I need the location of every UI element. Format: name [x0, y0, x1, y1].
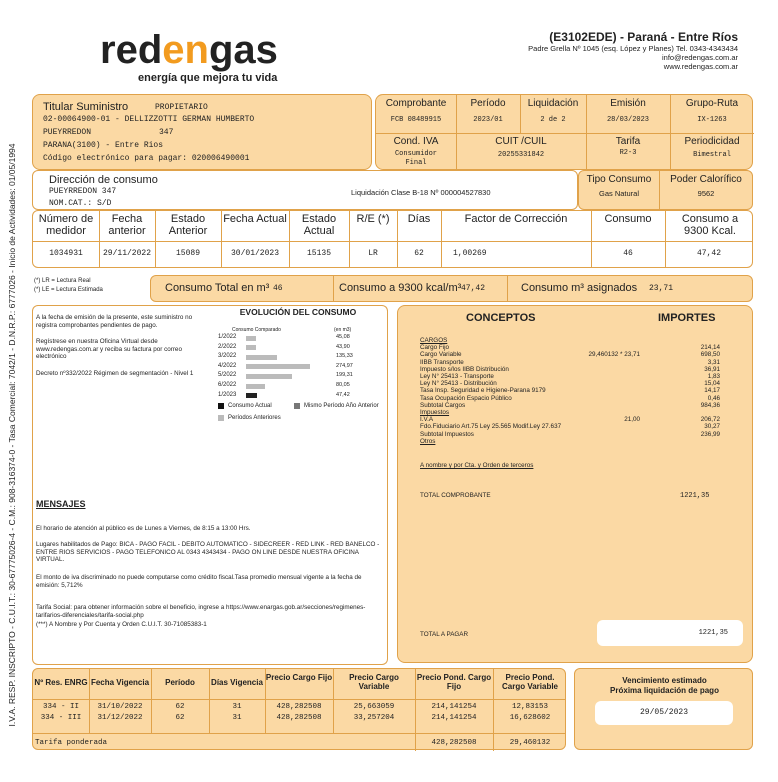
- evolution-value: 43,90: [336, 343, 350, 350]
- meter-h-cur-state: Estado Actual: [301, 213, 337, 237]
- consumption-evolution-chart: [210, 307, 386, 437]
- tarifa-label: Tarifa: [615, 136, 641, 147]
- rates-cell: 428,282508: [276, 703, 322, 711]
- evolution-row: [210, 372, 386, 381]
- legend-prev-year: Mismo Período Año Anterior: [304, 403, 379, 409]
- legend-prev-swatch: [218, 415, 224, 421]
- concept-line: [420, 409, 720, 416]
- due-title1: Vencimiento estimado: [622, 676, 707, 685]
- legend-prev: Períodos Anteriores: [228, 415, 281, 421]
- grupo-ruta-value: IX-1263: [697, 116, 727, 124]
- concepts-box: [397, 305, 753, 663]
- comprobante-value: FCB 08489915: [390, 116, 442, 124]
- evolution-value: 47,42: [336, 391, 350, 398]
- concept-label: Ley N° 25413 - Distribución: [420, 380, 497, 388]
- evolution-bar: [246, 355, 277, 360]
- evolution-row: [210, 353, 386, 362]
- meter-v-consumo: 46: [623, 249, 633, 258]
- concept-line: [420, 423, 720, 430]
- total-pay-label: TOTAL A PAGAR: [420, 631, 469, 638]
- evolution-row: [210, 382, 386, 391]
- meter-h-factor: Factor de Corrección: [464, 213, 568, 225]
- weighted-variable: 29,460132: [509, 739, 551, 747]
- rates-header-cell: Período: [165, 678, 195, 687]
- concept-label: Otros: [420, 437, 436, 445]
- address-label: Dirección de consumo: [49, 174, 158, 186]
- tipo-consumo-label: Tipo Consumo: [586, 174, 652, 185]
- company-email: info@redengas.com.ar: [662, 53, 738, 62]
- invoice-header-grid: [375, 94, 753, 170]
- message-third-party: (***) A Nombre y Por Cuenta y Orden C.U.I.T. 30-71085383-1: [36, 621, 207, 628]
- evolution-period: 5/2022: [218, 372, 237, 379]
- evolution-row: [210, 344, 386, 353]
- rates-header: [33, 673, 567, 697]
- concept-label: Cargo Fijo: [420, 344, 450, 352]
- consumo-kcal-value: 47,42: [461, 284, 486, 293]
- rates-cell: 31: [232, 714, 242, 722]
- rates-cell: 62: [175, 703, 185, 711]
- evolution-value: 45,08: [336, 334, 350, 340]
- meter-v-prev-state: 15089: [175, 249, 200, 258]
- concept-line: [420, 395, 720, 402]
- note-virtual-office: Regístrese en nuestra Oficina Virtual desde www.redengas.com.ar y reciba su factura por correo electrónico: [36, 338, 182, 360]
- concept-label: Tasa Ocupación Espacio Público: [420, 394, 512, 402]
- evolution-period: 1/2022: [218, 334, 237, 340]
- concept-label: Impuestos: [420, 409, 450, 416]
- liquidacion-label: Liquidación: [527, 98, 579, 109]
- concept-label: Impuesto s/los IIBB Distribución: [420, 365, 509, 373]
- rates-cell: 12,83153: [511, 703, 548, 711]
- rates-cell: 214,141254: [431, 703, 477, 711]
- meter-h-cur-date: Fecha Actual: [223, 213, 287, 225]
- due-box: [574, 668, 753, 750]
- evolution-bar: [246, 336, 256, 341]
- rates-cell: 31: [232, 703, 242, 711]
- concept-label: Tasa Insp. Seguridad e Higiene-Parana 9179: [420, 387, 546, 395]
- concept-line: [420, 351, 720, 358]
- meter-v-number: 1034931: [49, 249, 83, 258]
- holder-label: Titular Suministro: [43, 101, 129, 113]
- holder-street: PUEYRREDON: [43, 128, 92, 137]
- evolution-sub1: Consumo Comparado: [232, 327, 281, 333]
- meter-v-consumo-9300: 47,42: [696, 249, 721, 258]
- logo-part2: en: [162, 28, 209, 72]
- concept-label: IIBB Transporte: [420, 358, 464, 366]
- periodo-value: 2023/01: [473, 116, 503, 124]
- concept-amount: 3,31: [707, 358, 720, 366]
- concept-label: Ley N° 25413 - Transporte: [420, 373, 494, 380]
- holder-type: PROPIETARIO: [155, 103, 208, 112]
- legal-sidebar: [2, 130, 16, 780]
- weighted-label: Tarifa ponderada: [35, 739, 108, 747]
- address-value: PUEYRREDON 347: [49, 187, 117, 196]
- rates-cell: 214,141254: [431, 714, 477, 722]
- amounts-title: IMPORTES: [658, 312, 716, 324]
- poder-label: Poder Calorífico: [670, 174, 742, 185]
- concept-label: I.V.A: [420, 416, 434, 424]
- periodicidad-label: Periodicidad: [684, 136, 740, 147]
- concept-amount: 15,04: [704, 380, 720, 388]
- meter-v-factor: 1,00269: [453, 249, 487, 258]
- weighted-fijo: 428,282508: [431, 739, 477, 747]
- rates-header-cell: Nº Res. ENRG: [34, 678, 88, 687]
- evolution-value: 199,31: [336, 372, 353, 379]
- comprobante-label: Comprobante: [385, 98, 447, 109]
- note-decree: Decreto nº332/2022 Régimen de segmentación - Nivel 1: [36, 370, 194, 377]
- meter-table: [32, 210, 753, 268]
- concepts-title: CONCEPTOS: [466, 312, 536, 324]
- concept-amount: 36,91: [704, 365, 720, 373]
- evolution-bar: [246, 393, 257, 398]
- concept-line: [420, 402, 720, 409]
- periodicidad-value: Bimestral: [693, 151, 731, 159]
- rates-cell: 16,628602: [509, 714, 551, 722]
- rates-header-cell: Precio Pond. Cargo Fijo: [416, 673, 492, 691]
- meter-h-consumo-9300: Consumo a 9300 Kcal.: [681, 213, 739, 237]
- rates-cell: 334 - II: [42, 703, 79, 711]
- concept-line: [420, 373, 720, 380]
- rates-cell: 428,282508: [276, 714, 322, 722]
- consumo-kcal-label: Consumo a 9300 kcal/m³: [339, 282, 462, 294]
- message-social-tariff: Tarifa Social: para obtener información sobre el beneficio, ingrese a https://www.enargas.gob.ar/secciones/regimenes-tarifarios-diferenciales/tarifa-social.php: [36, 604, 366, 619]
- company-address: Padre Grella Nº 1045 (esq. López y Planes) Tel. 0343-4343434: [528, 44, 738, 53]
- evolution-title: EVOLUCIÓN DEL CONSUMO: [239, 307, 357, 317]
- meter-v-cur-state: 15135: [306, 249, 331, 258]
- message-hours: El horario de atención al público es de Lunes a Viernes, de 8:15 a 13:00 Hrs.: [36, 525, 251, 532]
- concept-line: [420, 366, 720, 373]
- concept-line: [420, 380, 720, 387]
- meter-h-prev-date: Fecha anterior: [108, 213, 146, 237]
- concept-line: [420, 344, 720, 351]
- evolution-bar: [246, 374, 292, 379]
- rates-cell: 334 - III: [40, 714, 82, 722]
- consumo-asignado-value: 23,71: [649, 284, 674, 293]
- evolution-period: 4/2022: [218, 362, 237, 369]
- rates-header-cell: Fecha Vigencia: [90, 678, 150, 687]
- iva-label: Cond. IVA: [393, 136, 439, 147]
- concept-line: [420, 387, 720, 394]
- evolution-bar: [246, 384, 265, 389]
- address-box: [32, 170, 578, 210]
- evolution-row: [210, 334, 386, 343]
- rates-cell: 25,663059: [353, 703, 395, 711]
- rates-cell: 33,257204: [353, 714, 395, 722]
- concept-amount: 214,14: [700, 344, 720, 352]
- evolution-period: 1/2023: [218, 391, 237, 398]
- consumo-asignado-label: Consumo m³ asignados: [521, 282, 638, 294]
- meter-h-consumo: Consumo: [604, 213, 652, 225]
- meter-h-prev-state: Estado Anterior: [168, 213, 208, 237]
- note-no-debt: A la fecha de emisión de la presente, este suministro no registra comprobantes pendientes de pago.: [36, 314, 193, 329]
- concept-amount: 984,36: [700, 401, 720, 409]
- concept-line: [420, 431, 720, 438]
- evolution-period: 3/2022: [218, 353, 237, 360]
- logo-tagline: energía que mejora tu vida: [138, 72, 278, 84]
- message-iva: El monto de iva discriminado no puede computarse como crédito fiscal.Tasa promedio mensual vigente a la fecha de emisión: 5,712%: [36, 574, 362, 589]
- logo-part1: red: [100, 28, 163, 72]
- due-title2: Próxima liquidación de pago: [610, 686, 719, 695]
- concept-amount: 206,72: [700, 416, 720, 424]
- company-web: www.redengas.com.ar: [663, 62, 738, 71]
- rates-table: [32, 668, 566, 750]
- total-comprobante-label: TOTAL COMPROBANTE: [420, 492, 491, 499]
- messages-box: [32, 485, 388, 665]
- address-nomcat: NOM.CAT.: S/D: [49, 199, 112, 208]
- third-party-label: A nombre y por Cta. y Orden de terceros: [420, 462, 534, 469]
- emision-label: Emisión: [610, 98, 646, 109]
- legal-sidebar-text: I.V.A. RESP. INSCRIPTO - C.U.I.T.: 30-67775026-4 - C.M.: 908-316374-0 - Tasa Comercial: 7042/1 - D.N.R.P.: 6777026 - Inicio de Actividades: 01/05/1994: [7, 143, 17, 727]
- rates-header-cell: Precio Cargo Variable: [349, 673, 399, 691]
- evolution-period: 2/2022: [218, 343, 237, 350]
- liquidacion-value: 2 de 2: [540, 116, 566, 124]
- concept-line: [420, 438, 720, 445]
- rates-rows: [33, 703, 567, 731]
- concept-amount: 0,46: [707, 394, 720, 402]
- message-payment-places: Lugares habilitados de Pago: BICA - PAGO FACIL - DEBITO AUTOMATICO - SIDECREER - RED LINK - RED BANELCO - ENTRE RIOS SERVICIOS - PAGO TELEFONICO AL 0343 4343434 - PAGO ON LINE DESDE NUESTRA OFICINA VIRTUAL.: [36, 541, 380, 563]
- concept-amount: 236,99: [700, 430, 720, 438]
- evolution-period: 6/2022: [218, 382, 237, 388]
- company-title: (E3102EDE) - Paraná - Entre Ríos: [549, 30, 738, 44]
- cuit-label: CUIT /CUIL: [495, 136, 547, 147]
- meter-h-re: R/E (*): [356, 213, 390, 225]
- logo-part3: gas: [208, 28, 278, 72]
- tipo-poder-box: [578, 170, 753, 210]
- concept-line: [420, 337, 720, 344]
- evolution-value: 135,33: [336, 353, 353, 360]
- evolution-bar: [246, 345, 256, 350]
- holder-box: [32, 94, 372, 170]
- rates-header-cell: Precio Cargo Fijo: [265, 673, 333, 682]
- concept-amount: 1,83: [707, 373, 720, 380]
- total-comprobante-value: 1221,35: [680, 492, 710, 500]
- concept-detail: 21,00: [624, 416, 640, 424]
- concept-line: [420, 359, 720, 366]
- concept-label: CARGOS: [420, 337, 448, 344]
- holder-city: PARANA(3100) - Entre Rios: [43, 141, 164, 150]
- meter-v-prev-date: 29/11/2022: [102, 249, 151, 258]
- concept-label: Cargo Variable: [420, 351, 462, 359]
- rates-cell: 62: [175, 714, 185, 722]
- due-date: 29/05/2023: [639, 708, 688, 717]
- meter-v-cur-date: 30/01/2023: [230, 249, 279, 258]
- concept-label: Fdo.Fiduciario Art.75 Ley 25.565 Modif.Ley 27.637: [420, 423, 562, 431]
- evolution-sub2: (en m3): [334, 327, 352, 333]
- messages-title: MENSAJES: [36, 499, 86, 509]
- total-consumo-value: 46: [273, 284, 283, 293]
- concept-label: Subtotal Impuestos: [420, 430, 474, 438]
- concept-detail: 29,460132 * 23,71: [588, 351, 640, 359]
- meter-v-re: LR: [368, 249, 378, 258]
- evolution-value: 274,97: [336, 362, 353, 369]
- evolution-bar: [246, 364, 310, 369]
- rates-header-cell: Precio Pond. Cargo Variable: [501, 673, 559, 691]
- holder-number: 347: [159, 128, 174, 137]
- company-header: [398, 30, 738, 71]
- holder-pay-code: Código electrónico para pagar: 020006490001: [43, 154, 250, 163]
- tarifa-value: R2-3: [619, 149, 637, 157]
- legend-prev-year-swatch: [294, 403, 300, 409]
- legend-actual-swatch: [218, 403, 224, 409]
- concept-line: [420, 416, 720, 423]
- concept-label: Subtotal Cargos: [420, 401, 466, 409]
- legend-lr: (*) LR = Lectura Real: [34, 278, 91, 284]
- concept-amount: 14,17: [704, 387, 720, 395]
- holder-line1: 02-00064900-01 - DELLIZZOTTI GERMAN HUMBERTO: [43, 115, 255, 124]
- emision-value: 28/03/2023: [606, 116, 649, 124]
- poder-value: 9562: [697, 189, 715, 198]
- rates-cell: 31/10/2022: [97, 703, 143, 711]
- total-consumo-label: Consumo Total en m³: [165, 282, 270, 294]
- liquidacion-clase: Liquidación Clase B-18 Nº 000004527830: [351, 188, 491, 197]
- concept-amount: 30,27: [704, 423, 720, 431]
- cuit-value: 20255331842: [497, 151, 545, 159]
- rates-cell: 31/12/2022: [97, 714, 143, 722]
- rates-header-cell: Días Vigencia: [211, 678, 263, 687]
- evolution-row: [210, 363, 386, 372]
- meter-v-days: 62: [414, 249, 424, 258]
- evolution-row: [210, 392, 386, 401]
- total-pay-value: 1221,35: [698, 629, 728, 637]
- tipo-consumo-value: Gas Natural: [598, 189, 640, 198]
- legend-actual: Consumo Actual: [228, 403, 272, 409]
- iva-value: Consumidor Final: [394, 150, 437, 167]
- grupo-ruta-label: Grupo-Ruta: [685, 98, 739, 109]
- meter-h-number: Número de medidor: [38, 213, 94, 237]
- evolution-value: 80,05: [336, 382, 350, 388]
- meter-h-days: Días: [407, 213, 431, 225]
- evolution-rows: [210, 334, 386, 404]
- legend-le: (*) LE = Lectura Estimada: [34, 287, 103, 293]
- consumption-totals: [150, 275, 753, 302]
- periodo-label: Período: [470, 98, 506, 109]
- logo: [100, 28, 278, 73]
- concept-amount: 698,50: [700, 351, 720, 359]
